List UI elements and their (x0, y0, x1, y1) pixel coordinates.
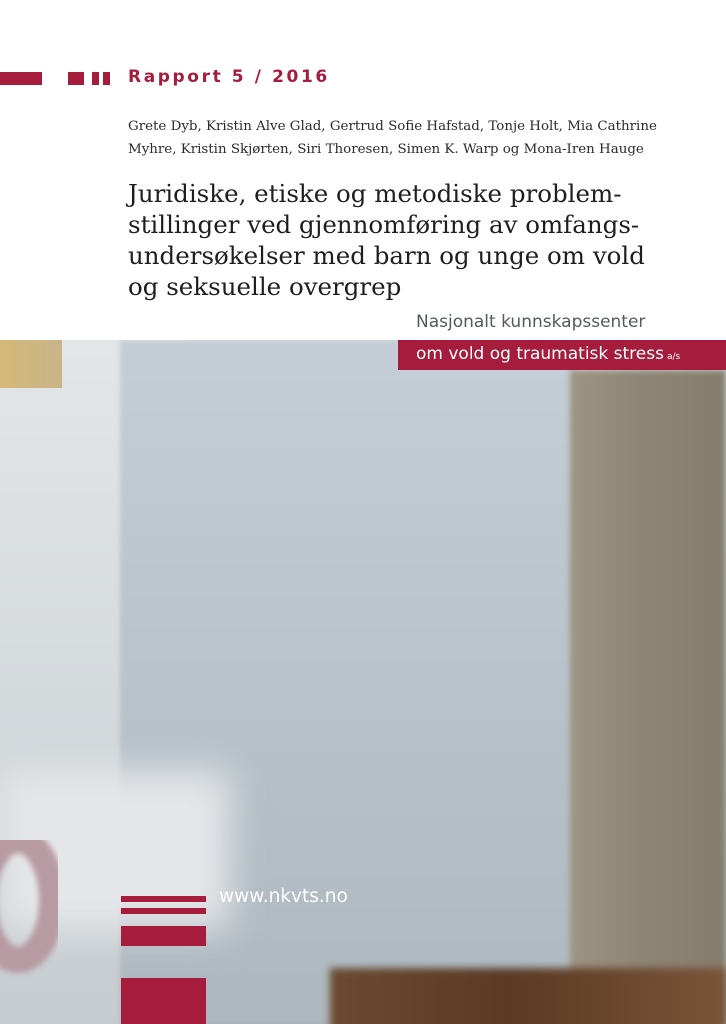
organization-name-line1: Nasjonalt kunnskapssenter (416, 312, 646, 332)
footer-accent-block (121, 978, 206, 1024)
title-line: og seksuelle overgrep (128, 272, 402, 301)
report-number: Rapport 5 / 2016 (128, 67, 330, 87)
blurred-letters-graphic (0, 840, 58, 1024)
title-line: stillinger ved gjennomføring av omfangs- (128, 210, 640, 239)
organization-band (398, 340, 726, 370)
website-link[interactable]: www.nkvts.no (219, 886, 348, 907)
title-line: undersøkelser med barn og unge om vold (128, 241, 645, 270)
organization-name-line2: om vold og traumatisk stress (416, 344, 664, 364)
header-accent-block (68, 72, 84, 85)
header-accent-block (103, 72, 110, 85)
author-line: Grete Dyb, Kristin Alve Glad, Gertrud Sofie Hafstad, Tonje Holt, Mia Cathrine (128, 119, 657, 134)
organization-suffix: a/s (666, 352, 681, 362)
footer-accent-bar (121, 926, 206, 946)
header-accent-bar (0, 72, 42, 85)
title-line: Juridiske, etiske og metodiske problem- (128, 179, 622, 208)
cover-photo (0, 340, 726, 1024)
footer-accent-bar (121, 896, 206, 902)
author-list (128, 115, 718, 161)
footer-accent-bar (121, 908, 206, 914)
header-accent-block (92, 72, 99, 85)
report-title (128, 178, 708, 302)
author-line: Myhre, Kristin Skjørten, Siri Thoresen, Simen K. Warp og Mona-Iren Hauge (128, 142, 644, 157)
